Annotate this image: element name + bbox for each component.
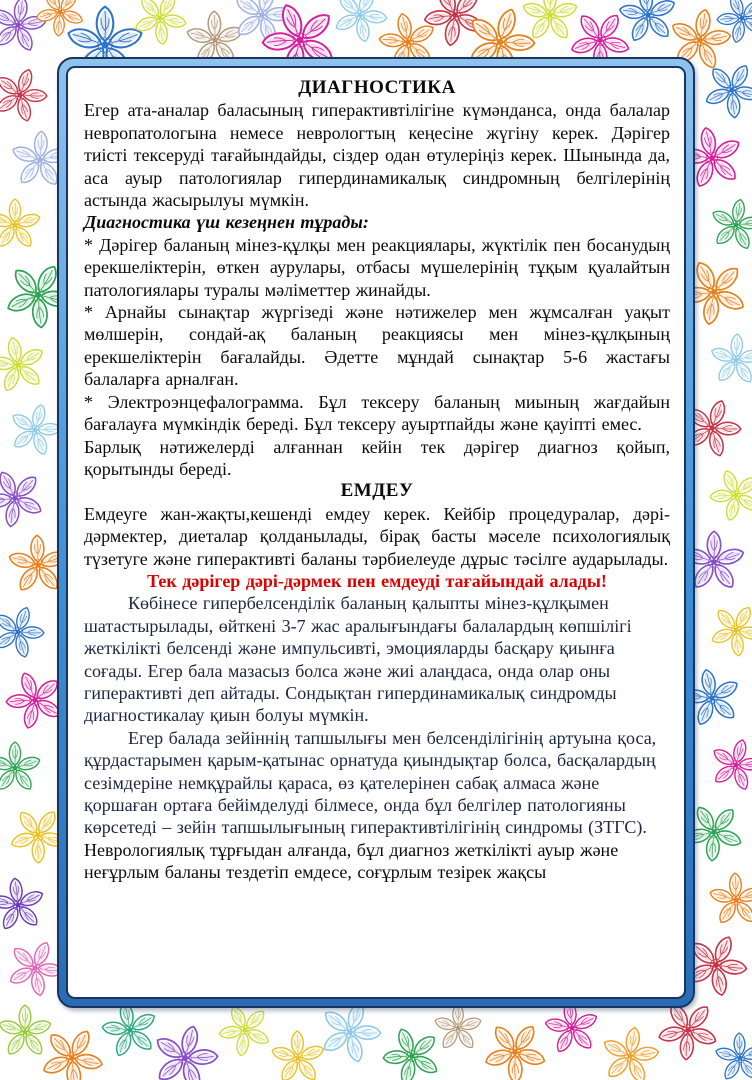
flower-icon	[0, 742, 41, 792]
heading-treatment: ЕМДЕУ	[340, 480, 414, 502]
flower-icon	[0, 457, 56, 538]
paragraph-conclusion: Барлық нәтижелерді алғаннан кейін тек дәрігер диагноз қойып, қорытынды береді.	[84, 436, 670, 479]
flower-icon	[704, 733, 752, 795]
flower-icon	[522, 0, 579, 41]
paragraph-adhd-signs: Егер балада зейіннің тапшылығы мен белсенділігінің артуына қоса, құрдастарымен қарым-қатынас орнатуда қиындықтар болса, басқалардың сезімдеріне немқұрайлы қараса, өз қателерінен сабақ алмаса және қоршаған ортаға бейімделуді білмесе, онда бұл белгілер патологияны көрсетеді – зейін тапшылығының гиперактивтілігінің синдромы (ЗТГС).	[84, 727, 657, 838]
flower-icon	[0, 199, 41, 249]
document-frame-inner	[66, 66, 686, 999]
flower-icon	[265, 1023, 333, 1080]
flower-icon	[0, 60, 55, 128]
paragraph-neurology-note: Неврологиялық тұрғыдан алғанда, бұл диагноз жеткілікті ауыр және неғұрлым баланы тездетіп емдесе, соғұрлым тезірек жақсы	[84, 839, 619, 883]
paragraph-treatment: Емдеуге жан-жақты,кешенді емдеу керек. Кейбір процедуралар, дәрі-дәрмектер, диеталар қолданылады, бірақ басты мәселе психологиялық түзетуге және гиперактивті баланы тәрбиелеуде дұрыс тәсілге аударылады.	[84, 503, 670, 569]
flower-icon	[0, 0, 51, 56]
paragraph-hyperactivity-confusion: Көбінесе гипербелсенділік баланың қалыпты мінез-құлқымен шатастырылады, өйткені 3-7 жас аралығындағы балалардың көпшілігі жеткілікті белсенді және импульсивті, эмоцияларды басқару қиынға соғады. Егер бала мазасыз болса және жиі алаңдаса, онда олар оны гиперактивті деп айтады. Сондықтан гипердинамикалық синдромды диагностикалау қиын болуы мүмкін.	[84, 593, 632, 726]
warning-doctor-only: Тек дәрігер дәрі-дәрмек пен емдеуді тағайындай алады!	[147, 570, 607, 591]
flower-icon	[434, 1004, 483, 1050]
flower-icon	[0, 869, 54, 941]
heading-diagnostics: ДИАГНОСТИКА	[298, 77, 456, 98]
flower-icon	[124, 0, 196, 53]
flower-icon	[596, 1023, 663, 1080]
flower-icon	[706, 328, 752, 392]
flower-icon	[473, 1009, 558, 1080]
flower-icon	[0, 327, 56, 403]
flower-icon	[0, 1005, 52, 1057]
flower-icon	[706, 195, 752, 254]
flower-icon	[700, 458, 752, 531]
flower-icon	[703, 865, 752, 934]
bullet-special-tests: * Арнайы сынақтар жүргізеді және нәтижелер мен жұмсалған уақыт мөлшерін, сондай-ақ баланың реакциясы мен мінез-құлқының ерекшеліктерін бағалайды. Әдетте мұндай сынақтар 5-6 жастағы балаларға арналған.	[84, 302, 670, 390]
bullet-doctor-history: * Дәрігер баланың мінез-құлқы мен реакциялары, жүктілік пен босанудың ерекшеліктерін, өткен аурулары, отбасы мүшелерінің тұқым қуалайтын патологиялары туралы мәліметтер жинайды.	[84, 234, 670, 300]
paragraph-stages-label: Диагностика үш кезеңнен тұрады:	[84, 212, 369, 233]
flower-icon	[694, 52, 752, 127]
document-content	[68, 68, 684, 997]
flower-icon	[709, 1026, 752, 1080]
bullet-electroencephalogram: * Электроэнцефалограмма. Бұл тексеру баланың миының жағдайын бағалауға мүмкіндік береді. Бұл тексеру ауыртпайды және қауіпті емес.	[84, 391, 670, 435]
flower-icon	[701, 594, 752, 664]
flower-icon	[145, 1018, 226, 1080]
paragraph-intro: Егер ата-аналар баласының гиперактивтілігіне күмәнданса, онда балалар невропатологына немесе неврологтың кеңесіне жүгіну керек. Дәрігер тиісті тексеруді тағайындайды, сіздер одан өтулеріңіз керек. Шынында да, аса ауыр патологиялар гипердинамикалық синдромның белгілерінің астында жасырылуы мүмкін.	[84, 100, 670, 211]
document-frame	[57, 57, 695, 1008]
flower-icon	[0, 599, 52, 664]
